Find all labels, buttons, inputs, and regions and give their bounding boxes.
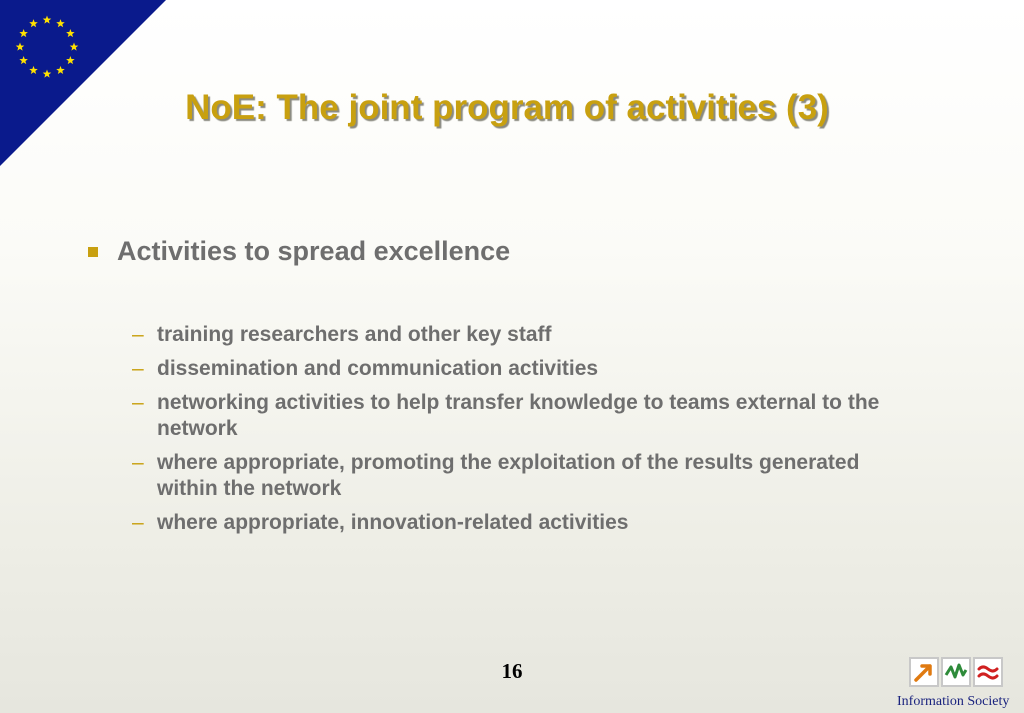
- dash-bullet-icon: –: [132, 451, 144, 474]
- sub-bullet-text: where appropriate, innovation-related activities: [157, 511, 629, 534]
- sub-bullet-text: training researchers and other key staff: [157, 323, 552, 346]
- slide-title: NoE: The joint program of activities (3): [185, 88, 829, 127]
- dash-bullet-icon: –: [132, 391, 144, 414]
- dash-bullet-icon: –: [132, 511, 144, 534]
- main-bullet-text: Activities to spread excellence: [117, 236, 511, 266]
- eu-flag-icon: [0, 0, 166, 166]
- wave-signal-icon: [941, 657, 971, 687]
- arrow-icon: [909, 657, 939, 687]
- logo-label: Information Society: [897, 694, 1010, 709]
- page-number: 16: [501, 659, 523, 683]
- main-bullet: [88, 236, 510, 267]
- sub-bullet-text: where appropriate, promoting the exploitation of the results generated within the network: [157, 451, 860, 500]
- sub-bullet-item: [132, 322, 892, 348]
- sub-bullet-text: dissemination and communication activities: [157, 357, 599, 380]
- sub-bullet-item: [132, 510, 892, 536]
- sub-bullet-item: [132, 356, 892, 382]
- sub-bullet-item: [132, 450, 892, 502]
- approx-equal-icon: [973, 657, 1003, 687]
- square-bullet-icon: [88, 247, 98, 257]
- sub-bullet-text: networking activities to help transfer knowledge to teams external to the network: [157, 391, 880, 440]
- dash-bullet-icon: –: [132, 323, 144, 346]
- sub-bullet-list: [132, 322, 892, 544]
- sub-bullet-item: [132, 390, 892, 442]
- dash-bullet-icon: –: [132, 357, 144, 380]
- information-society-logo: [895, 655, 1024, 713]
